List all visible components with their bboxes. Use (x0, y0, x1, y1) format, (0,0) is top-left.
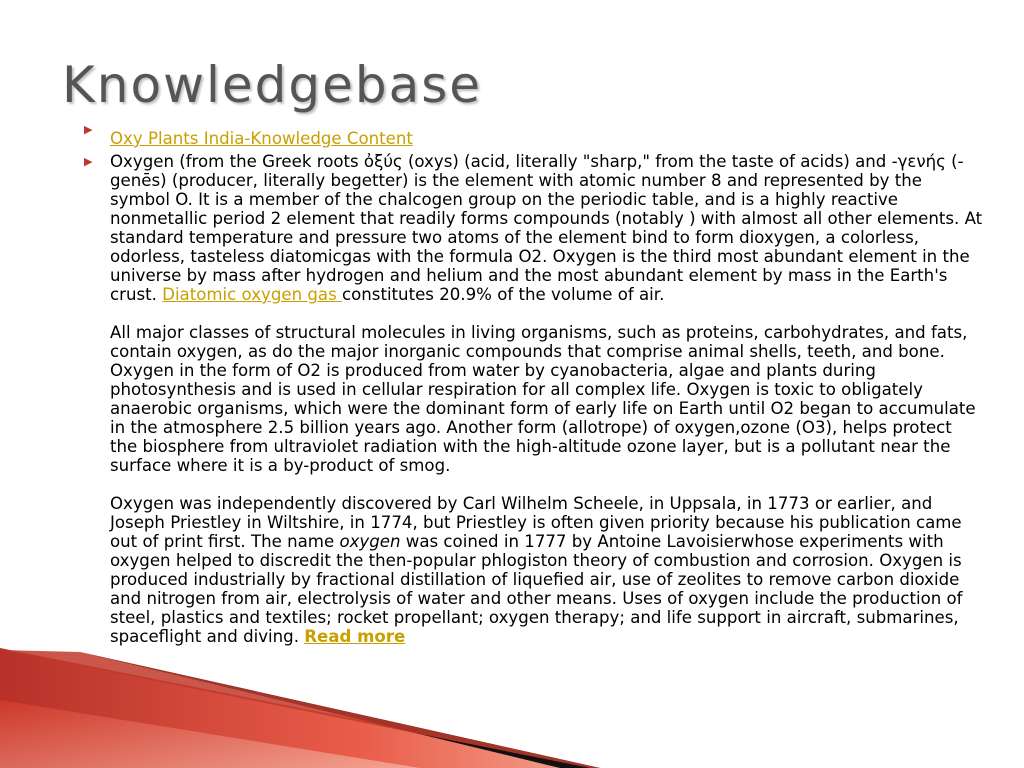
paragraph-2-text-b: is toxic to obligately anaerobic organisms, which were the dominant form of early life on Earth until O2 began to accumulate in the atmosphere 2.5 billion years ago. Another form (allotrope) of oxygen,ozone (O3), helps protect the biosphere from ultraviolet radiation with the high-altitude ozone layer, but is a pollutant near the surface where it is a by-product of smog. (110, 380, 976, 475)
diatomic-oxygen-link[interactable]: Diatomic oxygen gas (162, 285, 342, 304)
oxygen-term: Oxygen (686, 380, 751, 399)
bullet-arrow-icon: ▶ (84, 155, 93, 168)
paragraph-3-text-a: Oxygen was independently discovered by Carl Wilhelm Scheele, in Uppsala, in 1773 or earlier, and Joseph Priestley in Wiltshire, in 1774, but Priestley is often given priority because his publication came out of print first. The name (110, 494, 962, 551)
bullet-item-link (84, 123, 984, 148)
paragraph-3 (110, 494, 984, 646)
bullet-item-oxygen (84, 152, 984, 646)
read-more-link[interactable]: Read more (304, 627, 406, 646)
paragraph-1-text-a: (from the Greek roots ὀξύς (oxys) (acid, literally "sharp," from the taste of acids) and -γενής (-genēs) (producer, literally begetter) is the element with atomic number 8 and represented by the symbol (110, 152, 964, 209)
oxygen-italic-term: oxygen (339, 532, 401, 551)
paragraph-1-text-b: . It is a member of the chalcogen group on the periodic table, and is a highly reactive nonmetallic period 2 element that readily forms compounds (notably ) with almost all other elements. At standard temperature and pressure two atoms of the element bind to form dioxygen, a colorless, odorless, tasteless diatomicgas with the formula O2. Oxygen is the third most abundant element in the universe by mass after hydrogen and helium and the most abundant element by mass in the Earth's crust. (110, 190, 983, 304)
slide-title: Knowledgebase (62, 56, 483, 114)
bullet-arrow-icon: ▶ (84, 123, 93, 136)
paragraph-2-text-a: All major classes of structural molecules in living organisms, such as proteins, carbohydrates, and fats, contain oxygen, as do the major inorganic compounds that comprise animal shells, teeth, and bone. Oxygen in the form of O2 is produced from water by cyanobacteria, algae and plants during photosynthesis and is used in cellular respiration for all complex life. (110, 323, 968, 399)
knowledge-content-link[interactable]: Oxy Plants India-Knowledge Content (110, 129, 413, 148)
paragraph-1 (110, 152, 984, 304)
paragraph-1-text-c: constitutes 20.9% of the volume of air. (342, 285, 665, 304)
oxygen-symbol: O (175, 190, 188, 209)
paragraph-3-text-b: was coined in 1777 by Antoine Lavoisierwhose experiments with oxygen helped to discredit the then-popular phlogiston theory of combustion and corrosion. Oxygen is produced industrially by fractional distillation of liquefied air, use of zeolites to remove carbon dioxide and nitrogen from air, electrolysis of water and other means. Uses of oxygen include the production of steel, plastics and textiles; rocket propellant; oxygen therapy; and life support in aircraft, submarines, spaceflight and diving. (110, 532, 963, 646)
oxygen-term: Oxygen (110, 152, 174, 171)
paragraph-2 (110, 323, 984, 475)
slide-body (84, 123, 984, 646)
